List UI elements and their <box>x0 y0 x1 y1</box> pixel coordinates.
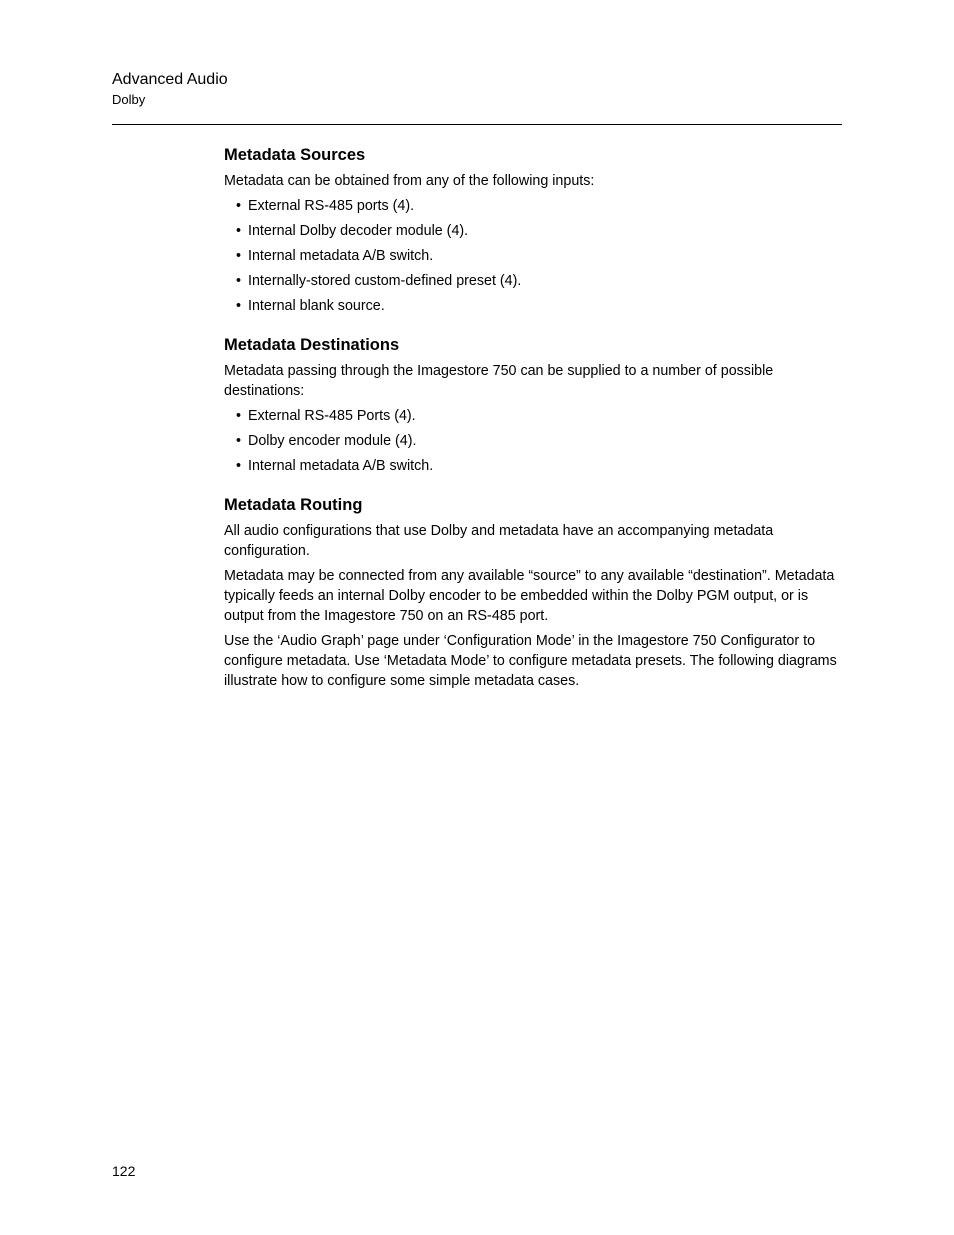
page-body <box>224 143 844 696</box>
section-paragraph: Metadata may be connected from any available “source” to any available “destination”. Metadata typically feeds an internal Dolby encoder to be embedded within the Dolby PGM output, or is output from the Imagestore 750 on an RS-485 port. <box>224 568 835 624</box>
section-paragraph: Metadata can be obtained from any of the following inputs: <box>224 173 595 189</box>
list-item: • Internal Dolby decoder module (4). <box>236 223 469 239</box>
bullet-icon: • <box>236 298 242 314</box>
running-header <box>112 70 842 108</box>
list-item: • External RS-485 ports (4). <box>236 198 415 214</box>
bullet-icon: • <box>236 433 242 449</box>
list-item: • External RS-485 Ports (4). <box>236 408 416 424</box>
list-item: • Internally-stored custom-defined preset (4). <box>236 273 522 289</box>
section-heading: Metadata Sources <box>224 146 366 164</box>
bullet-icon: • <box>236 223 242 239</box>
list-item: • Internal blank source. <box>236 298 385 314</box>
bullet-icon: • <box>236 273 242 289</box>
list-item: • Internal metadata A/B switch. <box>236 248 434 264</box>
list-item: • Internal metadata A/B switch. <box>236 458 434 474</box>
header-subtitle: Dolby <box>112 92 146 107</box>
page-number: 122 <box>112 1163 136 1179</box>
bullet-icon: • <box>236 458 242 474</box>
section-metadata-destinations <box>224 333 844 476</box>
section-heading: Metadata Destinations <box>224 336 400 354</box>
bullet-list <box>224 196 844 316</box>
section-metadata-sources <box>224 143 844 316</box>
bullet-icon: • <box>236 198 242 214</box>
bullet-icon: • <box>236 408 242 424</box>
bullet-list <box>224 406 844 476</box>
header-title: Advanced Audio <box>112 71 228 88</box>
section-paragraph: All audio configurations that use Dolby and metadata have an accompanying metadata configuration. <box>224 523 774 559</box>
bullet-icon: • <box>236 248 242 264</box>
list-item: • Dolby encoder module (4). <box>236 433 417 449</box>
section-paragraph: Use the ‘Audio Graph’ page under ‘Configuration Mode’ in the Imagestore 750 Configurator to configure metadata. Use ‘Metadata Mode’ to configure metadata presets. The following diagrams illustrate how to configure some simple metadata cases. <box>224 633 837 689</box>
section-paragraph: Metadata passing through the Imagestore 750 can be supplied to a number of possible destinations: <box>224 363 774 399</box>
section-metadata-routing <box>224 493 844 691</box>
section-heading: Metadata Routing <box>224 496 363 514</box>
header-divider <box>112 124 842 125</box>
